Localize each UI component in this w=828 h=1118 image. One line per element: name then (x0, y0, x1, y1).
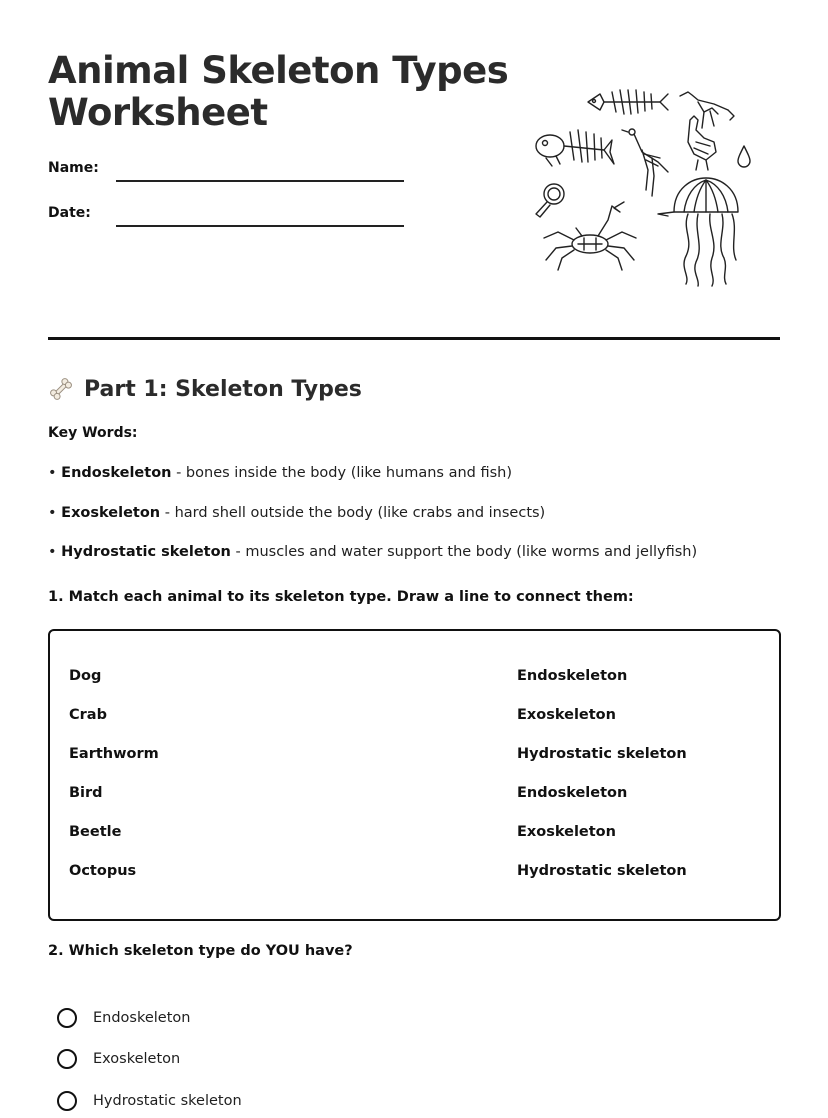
part1-heading (48, 373, 362, 405)
match-animal[interactable]: Earthworm (69, 746, 159, 762)
match-skeleton-type[interactable]: Hydrostatic skeleton (517, 863, 687, 879)
match-animal[interactable]: Bird (69, 785, 103, 801)
match-animal[interactable]: Crab (69, 707, 107, 723)
part1-heading-text: Part 1: Skeleton Types (84, 376, 362, 402)
fish-skeleton-icon (588, 90, 668, 114)
key-word-item: • Endoskeleton - bones inside the body (like humans and fish) (48, 465, 512, 481)
option-label: Endoskeleton (93, 1010, 191, 1026)
key-word-item: • Exoskeleton - hard shell outside the body (like crabs and insects) (48, 505, 546, 521)
radio-button[interactable] (57, 1008, 77, 1028)
water-drop-icon (738, 146, 750, 167)
match-animal[interactable]: Beetle (69, 824, 122, 840)
key-word-item: • Hydrostatic skeleton - muscles and water support the body (like worms and jellyfish) (48, 544, 698, 560)
key-word-term: Exoskeleton (61, 505, 161, 521)
option-exoskeleton[interactable] (57, 1047, 180, 1071)
key-word-term: Endoskeleton (61, 465, 172, 481)
date-line[interactable] (116, 225, 404, 227)
bird-skeleton-icon (680, 92, 734, 128)
option-label: Exoskeleton (93, 1051, 181, 1067)
key-word-definition: - muscles and water support the body (like worms and jellyfish) (230, 544, 698, 560)
radio-button[interactable] (57, 1049, 77, 1069)
fish-skeleton-icon-2 (536, 130, 614, 166)
key-word-definition: - bones inside the body (like humans and fish) (171, 465, 512, 481)
key-words-label: Key Words: (48, 425, 138, 441)
match-skeleton-type[interactable]: Exoskeleton (517, 824, 616, 840)
magnifying-glass-icon (536, 184, 564, 217)
match-skeleton-type[interactable]: Endoskeleton (517, 785, 628, 801)
key-word-term: Hydrostatic skeleton (61, 544, 231, 560)
crab-skeleton-icon (544, 202, 636, 270)
section-divider (48, 337, 780, 340)
question-1: 1. Match each animal to its skeleton type. Draw a line to connect them: (48, 589, 634, 605)
option-endoskeleton[interactable] (57, 1006, 190, 1030)
match-skeleton-type[interactable]: Endoskeleton (517, 668, 628, 684)
name-line[interactable] (116, 180, 404, 182)
question-2: 2. Which skeleton type do YOU have? (48, 943, 353, 959)
date-label: Date: (48, 205, 91, 221)
key-word-definition: - hard shell outside the body (like crabs and insects) (160, 505, 546, 521)
bone-icon (48, 376, 74, 402)
match-skeleton-type[interactable]: Hydrostatic skeleton (517, 746, 687, 762)
option-hydrostatic-skeleton[interactable] (57, 1089, 242, 1113)
name-label: Name: (48, 160, 99, 176)
worksheet-title: Animal Skeleton Types Worksheet (48, 49, 509, 134)
animal-skeletons-illustration (528, 80, 764, 290)
match-animal[interactable]: Dog (69, 668, 102, 684)
jellyfish-icon (658, 178, 738, 286)
match-skeleton-type[interactable]: Exoskeleton (517, 707, 616, 723)
radio-button[interactable] (57, 1091, 77, 1111)
bird-skeleton-icon-2 (622, 129, 668, 196)
match-animal[interactable]: Octopus (69, 863, 137, 879)
option-label: Hydrostatic skeleton (93, 1093, 242, 1109)
